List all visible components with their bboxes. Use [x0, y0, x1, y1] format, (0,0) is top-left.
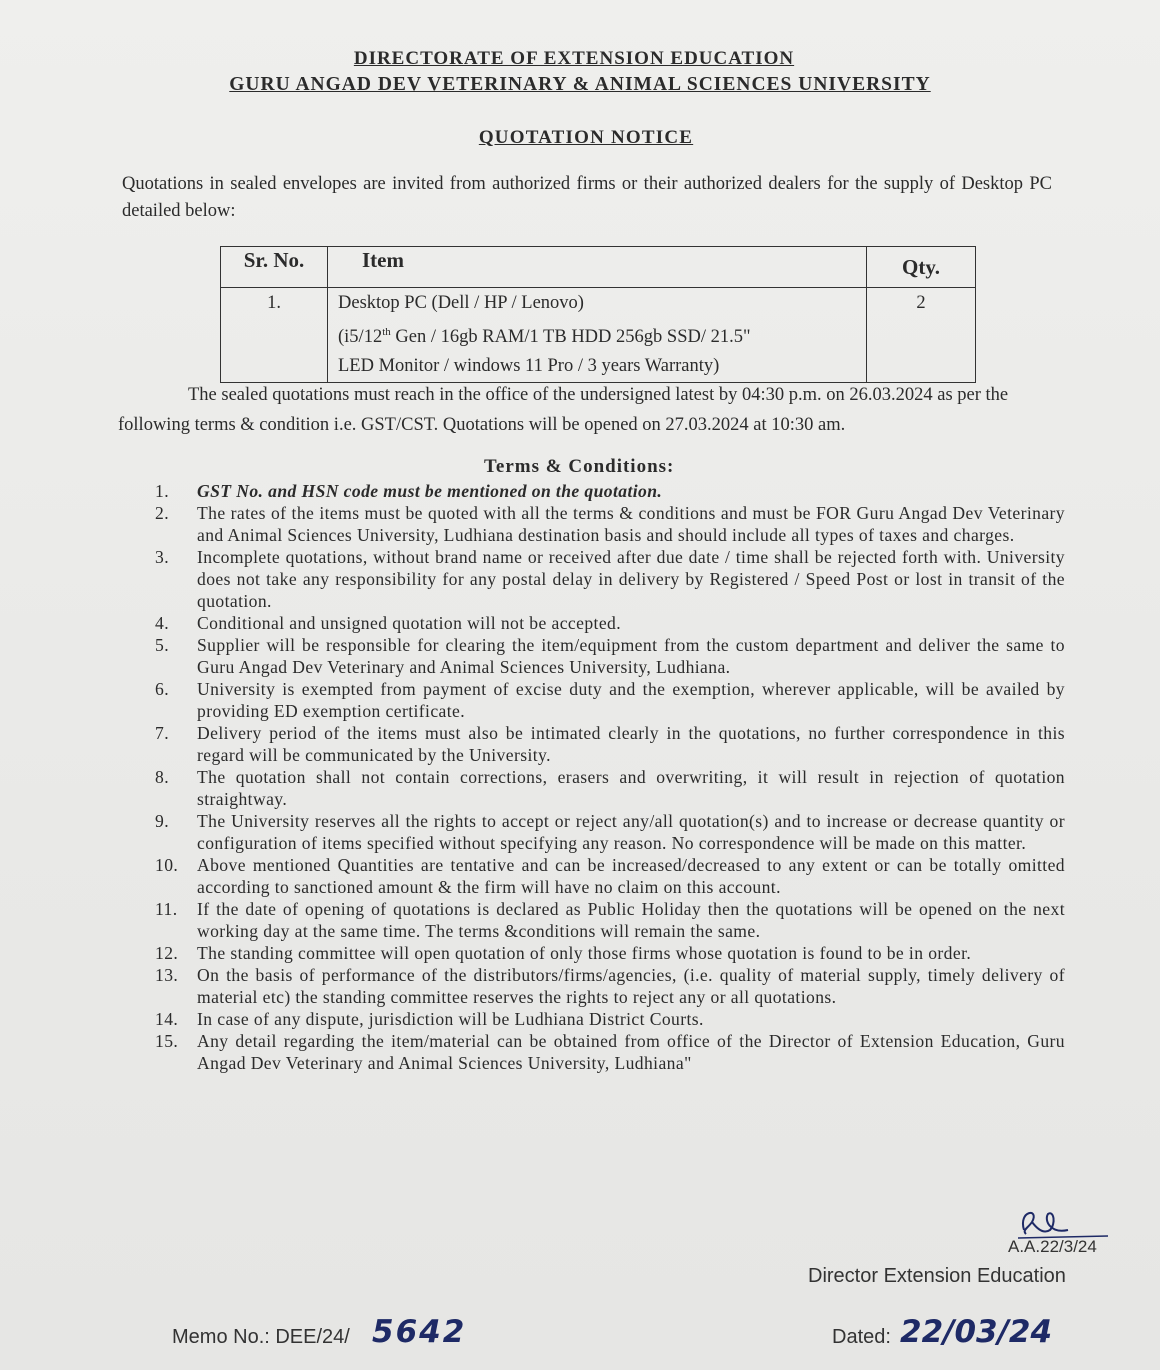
table-header-row	[221, 247, 976, 288]
item-line-3: LED Monitor / windows 11 Pro / 3 years Warranty)	[338, 356, 720, 377]
dated-value: 22/03/24	[900, 1314, 1053, 1350]
col-header-item: Item	[328, 247, 867, 288]
term-number: 12.	[155, 943, 179, 963]
term-text: Conditional and unsigned quotation will not be accepted.	[197, 613, 622, 633]
term-number: 15.	[155, 1031, 179, 1051]
term-item	[155, 810, 1065, 854]
term-text: Delivery period of the items must also be intimated clearly in the quotations, no further correspondence in this regard will be communicated by the University.	[197, 723, 1065, 765]
cell-item	[328, 288, 867, 383]
term-text: Incomplete quotations, without brand name or received after due date / time shall be rejected forth with. University does not take any responsibility for any postal delay in delivery by Registered / Speed Post or lost in transit of the quotation.	[197, 547, 1065, 611]
term-number: 4.	[155, 613, 169, 633]
col-header-qty: Qty.	[867, 247, 976, 288]
term-number: 8.	[155, 767, 169, 787]
university-heading: GURU ANGAD DEV VETERINARY & ANIMAL SCIENCES UNIVERSITY	[229, 74, 931, 95]
cell-qty: 2	[867, 288, 976, 383]
table-row	[221, 288, 976, 383]
term-text: If the date of opening of quotations is declared as Public Holiday then the quotations will be opened on the next working day at the same time. The terms &conditions will remain the same.	[197, 899, 1065, 941]
intro-paragraph: Quotations in sealed envelopes are invited from authorized firms or their authorized dealers for the supply of Desktop PC detailed below:	[122, 174, 1052, 221]
cell-sr-no: 1.	[221, 288, 328, 383]
item-line-2-b: Gen / 16gb RAM/1 TB HDD 256gb SSD/ 21.5"	[390, 327, 751, 348]
term-item	[155, 612, 1065, 634]
deadline-paragraph: The sealed quotations must reach in the office of the undersigned latest by 04:30 p.m. on 26.03.2024 as per the following terms & condition i.e. GST/CST. Quotations will be opened on 27.03.2024 at 10:30 am.	[118, 385, 1009, 435]
term-item	[155, 898, 1065, 942]
term-number: 11.	[155, 899, 178, 919]
terms-list	[155, 480, 1065, 1074]
dated-label: Dated:	[832, 1326, 891, 1348]
term-text: Any detail regarding the item/material can be obtained from office of the Director of Extension Education, Guru Angad Dev Veterinary and Animal Sciences University, Ludhiana"	[197, 1031, 1065, 1073]
term-number: 9.	[155, 811, 169, 831]
initials-note: A.A.22/3/24	[1008, 1237, 1097, 1256]
term-text: On the basis of performance of the distributors/firms/agencies, (i.e. quality of material supply, timely delivery of material etc) the standing committee reserves the rights to reject any or all quotations.	[197, 965, 1065, 1007]
term-item	[155, 1030, 1065, 1074]
term-number: 7.	[155, 723, 169, 743]
item-line-2-sup: th	[382, 326, 391, 338]
item-line-1: Desktop PC (Dell / HP / Lenovo)	[338, 293, 584, 313]
term-text: In case of any dispute, jurisdiction will be Ludhiana District Courts.	[197, 1009, 704, 1029]
term-number: 5.	[155, 635, 169, 655]
terms-title: Terms & Conditions:	[484, 456, 675, 477]
term-item	[155, 678, 1065, 722]
term-text: University is exempted from payment of excise duty and the exemption, wherever applicable, will be availed by providing ED exemption certificate.	[197, 679, 1065, 721]
term-number: 1.	[155, 481, 169, 501]
term-text: The standing committee will open quotation of only those firms whose quotation is found to be in order.	[197, 943, 972, 963]
term-text: Above mentioned Quantities are tentative and can be increased/decreased to any extent or can be totally omitted according to sanctioned amount & the firm will have no claim on this account.	[197, 855, 1065, 897]
col-header-sr-no: Sr. No.	[221, 247, 328, 288]
term-number: 3.	[155, 547, 169, 567]
directorate-heading: DIRECTORATE OF EXTENSION EDUCATION	[353, 48, 795, 69]
term-number: 2.	[155, 503, 169, 523]
memo-label: Memo No.: DEE/24/	[172, 1326, 350, 1348]
term-text: GST No. and HSN code must be mentioned on the quotation.	[197, 481, 663, 501]
signatory-designation: Director Extension Education	[808, 1265, 1066, 1287]
term-number: 10.	[155, 855, 179, 875]
item-line-2	[338, 318, 856, 352]
term-item	[155, 854, 1065, 898]
term-item	[155, 722, 1065, 766]
term-number: 13.	[155, 965, 179, 985]
term-item	[155, 942, 1065, 964]
term-item	[155, 546, 1065, 612]
term-number: 6.	[155, 679, 169, 699]
memo-number: 5642	[372, 1314, 467, 1350]
term-item	[155, 502, 1065, 546]
term-text: The quotation shall not contain corrections, erasers and overwriting, it will result in rejection of quotation straightway.	[197, 767, 1065, 809]
term-item	[155, 480, 1065, 502]
term-text: Supplier will be responsible for clearing the item/equipment from the custom department and deliver the same to Guru Angad Dev Veterinary and Animal Sciences University, Ludhiana.	[197, 635, 1065, 677]
term-item	[155, 1008, 1065, 1030]
notice-title: QUOTATION NOTICE	[478, 127, 694, 148]
term-text: The University reserves all the rights to accept or reject any/all quotation(s) and to increase or decrease quantity or configuration of items specified without specifying any reason. No correspondence will be made on this matter.	[197, 811, 1065, 853]
term-item	[155, 634, 1065, 678]
term-number: 14.	[155, 1009, 179, 1029]
items-table	[220, 246, 976, 383]
term-item	[155, 766, 1065, 810]
term-text: The rates of the items must be quoted with all the terms & conditions and must be FOR Guru Angad Dev Veterinary and Animal Sciences University, Ludhiana destination basis and should include all types of taxes and charges.	[197, 503, 1065, 545]
item-line-2-a: (i5/12	[338, 327, 383, 348]
term-item	[155, 964, 1065, 1008]
